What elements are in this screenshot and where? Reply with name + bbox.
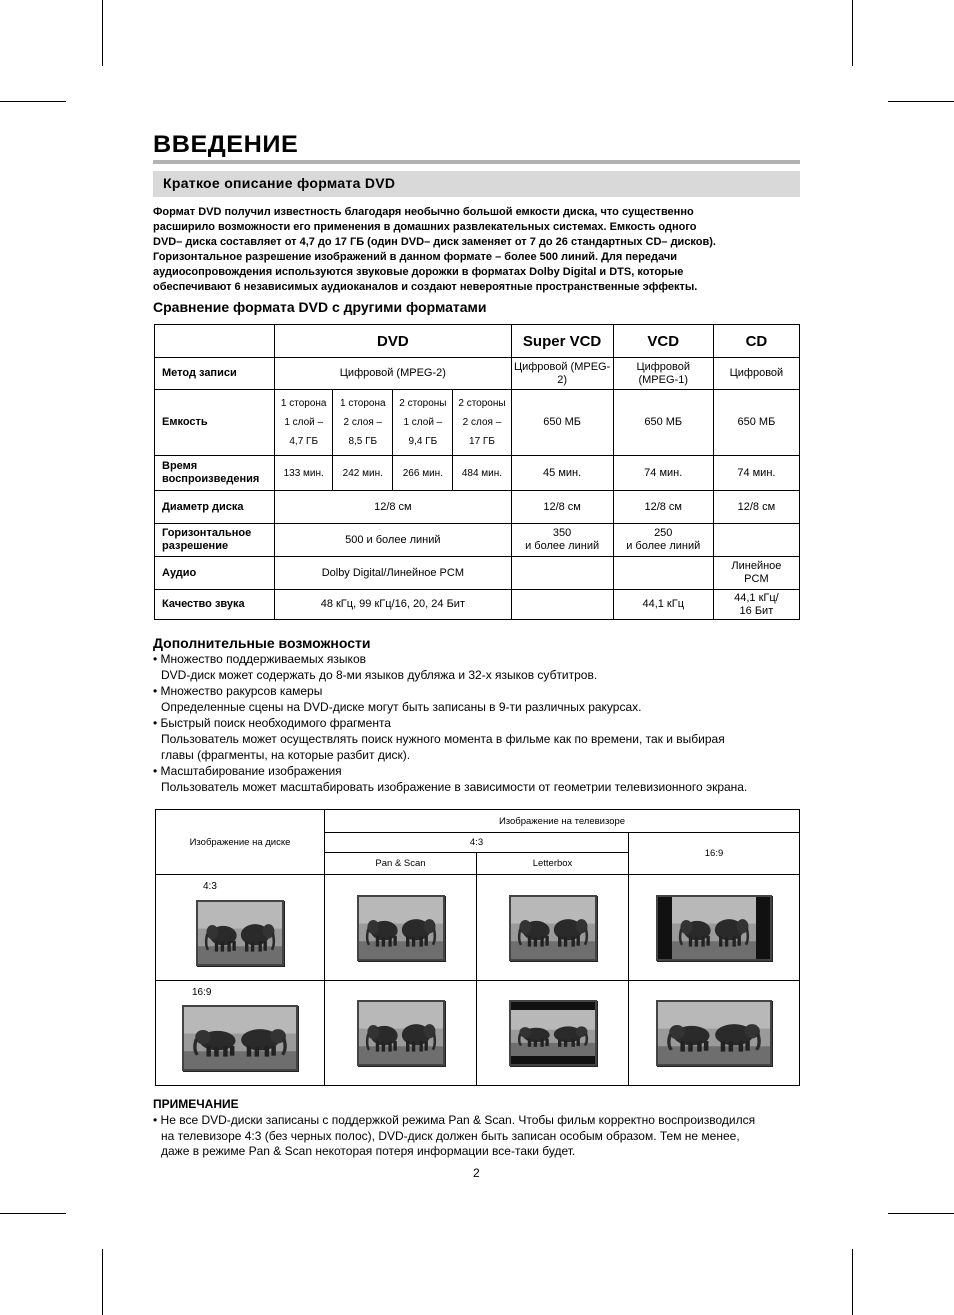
- cell-text: 1 сторона: [340, 398, 386, 409]
- row-label: Время воспроизведения: [155, 456, 275, 491]
- page-title: ВВЕДЕНИЕ: [153, 131, 299, 158]
- table-cell: 12/8 см: [713, 491, 799, 524]
- table-cell: [613, 524, 713, 557]
- intro-line: обеспечивают 6 независимых аудиоканалов и создают невероятные пространственные эффекты.: [153, 281, 698, 293]
- aspect-ratio-table: [155, 809, 800, 1086]
- table-cell: 48 кГц, 99 кГц/16, 20, 24 Бит: [275, 590, 511, 620]
- ratio-169-header: 16:9: [629, 833, 800, 875]
- row-ratio-label: 4:3: [203, 881, 217, 892]
- header-cd: CD: [713, 325, 799, 358]
- table-row: [155, 491, 800, 524]
- disc-image-header: Изображение на диске: [156, 810, 325, 875]
- elephant-image: [656, 1000, 772, 1066]
- feature-text: Пользователь может масштабировать изображение в зависимости от геометрии телевизионного экрана.: [161, 780, 748, 794]
- table-row: [155, 557, 800, 590]
- disc-43-cell: [156, 875, 325, 981]
- table-cell: Цифровой: [713, 358, 799, 390]
- crop-mark: [852, 1249, 853, 1315]
- pillarbox-image: [656, 895, 772, 961]
- row-ratio-label: 16:9: [192, 987, 212, 998]
- feature-text: главы (фрагменты, на которые разбит диск).: [161, 748, 411, 762]
- letterbox-header: Letterbox: [477, 853, 629, 875]
- table-cell: 650 МБ: [713, 390, 799, 456]
- cell-text: 2 стороны: [458, 398, 506, 409]
- note-text: [153, 1113, 813, 1160]
- cell-text: и более линий: [525, 540, 600, 552]
- table-cell: [511, 557, 613, 590]
- row-label: Емкость: [155, 390, 275, 456]
- table-cell: [713, 590, 799, 620]
- crop-mark: [888, 1213, 954, 1214]
- feature-title: • Множество ракурсов камеры: [153, 684, 323, 698]
- header-empty: [155, 325, 275, 358]
- cell-text: 2 слоя –: [343, 417, 383, 428]
- row-label: Метод записи: [155, 358, 275, 390]
- intro-line: Формат DVD получил известность благодаря необычно большой емкости диска, что существенно: [153, 206, 694, 218]
- feature-title: • Масштабирование изображения: [153, 764, 342, 778]
- crop-mark: [0, 101, 66, 102]
- comparison-heading: Сравнение формата DVD с другими форматами: [153, 299, 487, 315]
- letterbox-image: [509, 1000, 597, 1066]
- comparison-table: [154, 324, 800, 620]
- elephant-image: [357, 895, 445, 961]
- tv-169-cell: [629, 981, 800, 1086]
- cell-text: 1 сторона: [280, 398, 327, 409]
- crop-mark: [888, 101, 954, 102]
- elephant-image: [182, 1005, 298, 1071]
- table-cell: 133 мин.: [275, 456, 333, 491]
- table-row: [155, 390, 800, 456]
- elephant-image: [509, 895, 597, 961]
- elephant-image: [196, 900, 284, 966]
- header-svcd: Super VCD: [511, 325, 613, 358]
- intro-line: расширило возможности его применения в домашних развлекательных системах. Емкость одного: [153, 221, 697, 233]
- table-cell: [333, 390, 393, 456]
- crop-mark: [852, 0, 853, 66]
- ratio-43-header: 4:3: [325, 833, 629, 853]
- table-row: [155, 358, 800, 390]
- disc-169-cell: [156, 981, 325, 1086]
- row-label: Аудио: [155, 557, 275, 590]
- cell-text: Горизонтальное: [162, 527, 252, 539]
- cell-text: 17 ГБ: [469, 436, 495, 447]
- table-cell: 650 МБ: [613, 390, 713, 456]
- feature-title: • Быстрый поиск необходимого фрагмента: [153, 716, 391, 730]
- tv-43-pan-cell: [325, 981, 477, 1086]
- cell-text: PCM: [744, 573, 769, 585]
- table-cell: 484 мин.: [453, 456, 511, 491]
- table-cell: [275, 390, 333, 456]
- cell-text: 16 Бит: [739, 604, 774, 617]
- crop-mark: [0, 1213, 66, 1214]
- row-label: Качество звука: [155, 590, 275, 620]
- intro-paragraph: [153, 205, 813, 295]
- cell-text: Линейное: [731, 560, 782, 572]
- table-row: [155, 524, 800, 557]
- table-cell: 242 мин.: [333, 456, 393, 491]
- cell-text: 2 слоя –: [462, 417, 502, 428]
- section-title: Краткое описание формата DVD: [163, 175, 396, 191]
- row-label: Диаметр диска: [155, 491, 275, 524]
- table-cell: [511, 524, 613, 557]
- table-cell: Цифровой (MPEG-2): [511, 358, 613, 390]
- cell-text: 44,1 кГц/: [734, 591, 779, 604]
- section-header: [153, 171, 800, 197]
- table-cell: 74 мин.: [713, 456, 799, 491]
- cell-text: 350: [552, 527, 572, 539]
- note-heading: ПРИМЕЧАНИЕ: [153, 1097, 239, 1111]
- feature-text: DVD-диск может содержать до 8-ми языков дубляжа и 32-х языков субтитров.: [161, 668, 598, 682]
- intro-line: DVD– диска составляет от 4,7 до 17 ГБ (один DVD– диск заменяет от 7 до 26 стандартных CD– дисков).: [153, 236, 716, 248]
- cell-text: 1 слой –: [403, 417, 443, 428]
- table-cell: 500 и более линий: [275, 524, 511, 557]
- cell-text: разрешение: [162, 540, 229, 552]
- tv-43-letterbox-cell: [477, 981, 629, 1086]
- page-number: 2: [473, 1166, 480, 1180]
- row-label: [155, 524, 275, 557]
- table-cell: [613, 557, 713, 590]
- table-cell: Dolby Digital/Линейное PCM: [275, 557, 511, 590]
- intro-line: Горизонтальное разрешение изображений в данном формате – более 500 линий. Для передачи: [153, 251, 677, 263]
- feature-text: Пользователь может осуществлять поиск нужного момента в фильме как по времени, так и выбирая: [161, 732, 725, 746]
- table-cell: 74 мин.: [613, 456, 713, 491]
- table-cell: Цифровой (MPEG-1): [613, 358, 713, 390]
- table-cell: 12/8 см: [275, 491, 511, 524]
- header-dvd: DVD: [275, 325, 511, 358]
- features-heading: Дополнительные возможности: [153, 635, 371, 651]
- features-list: [153, 651, 818, 795]
- table-cell: 266 мин.: [393, 456, 453, 491]
- table-cell: [511, 590, 613, 620]
- cell-text: 250: [654, 527, 673, 539]
- header-vcd: VCD: [613, 325, 713, 358]
- tv-43-pan-cell: [325, 875, 477, 981]
- table-cell: [393, 390, 453, 456]
- table-cell: 650 МБ: [511, 390, 613, 456]
- title-rule: [153, 160, 800, 164]
- cell-text: 4,7 ГБ: [289, 436, 319, 447]
- tv-169-cell: [629, 875, 800, 981]
- note-line: • Не все DVD-диски записаны с поддержкой режима Pan & Scan. Чтобы фильм корректно воспроизводился: [153, 1113, 756, 1127]
- pan-scan-header: Pan & Scan: [325, 853, 477, 875]
- note-line: на телевизоре 4:3 (без черных полос), DVD-диск должен быть записан особым образом. Тем не менее,: [161, 1128, 740, 1143]
- table-cell: [453, 390, 511, 456]
- table-cell: [713, 557, 799, 590]
- cell-text: 2 стороны: [399, 398, 447, 409]
- tv-43-letterbox-cell: [477, 875, 629, 981]
- table-cell: 45 мин.: [511, 456, 613, 491]
- table-row: [155, 456, 800, 491]
- table-cell: Цифровой (MPEG-2): [275, 358, 511, 390]
- cell-text: 9,4 ГБ: [408, 436, 438, 447]
- table-header-row: [155, 325, 800, 358]
- table-row: [155, 590, 800, 620]
- table-cell: [713, 524, 799, 557]
- note-line: даже в режиме Pan & Scan некоторая потеря информации все-таки будет.: [161, 1144, 576, 1158]
- crop-mark: [102, 1249, 103, 1315]
- cell-text: 1 слой –: [284, 417, 324, 428]
- elephant-image: [357, 1000, 445, 1066]
- crop-mark: [102, 0, 103, 66]
- cell-text: 8,5 ГБ: [348, 436, 378, 447]
- table-cell: 12/8 см: [613, 491, 713, 524]
- intro-line: аудиосопровождения используются звуковые дорожки в форматах Dolby Digital и DTS, которые: [153, 266, 684, 278]
- tv-image-header: Изображение на телевизоре: [325, 810, 800, 833]
- feature-text: Определенные сцены на DVD-диске могут быть записаны в 9-ти различных ракурсах.: [161, 700, 642, 714]
- table-cell: 44,1 кГц: [613, 590, 713, 620]
- cell-text: и более линий: [626, 540, 701, 552]
- table-cell: 12/8 см: [511, 491, 613, 524]
- feature-title: • Множество поддерживаемых языков: [153, 652, 366, 666]
